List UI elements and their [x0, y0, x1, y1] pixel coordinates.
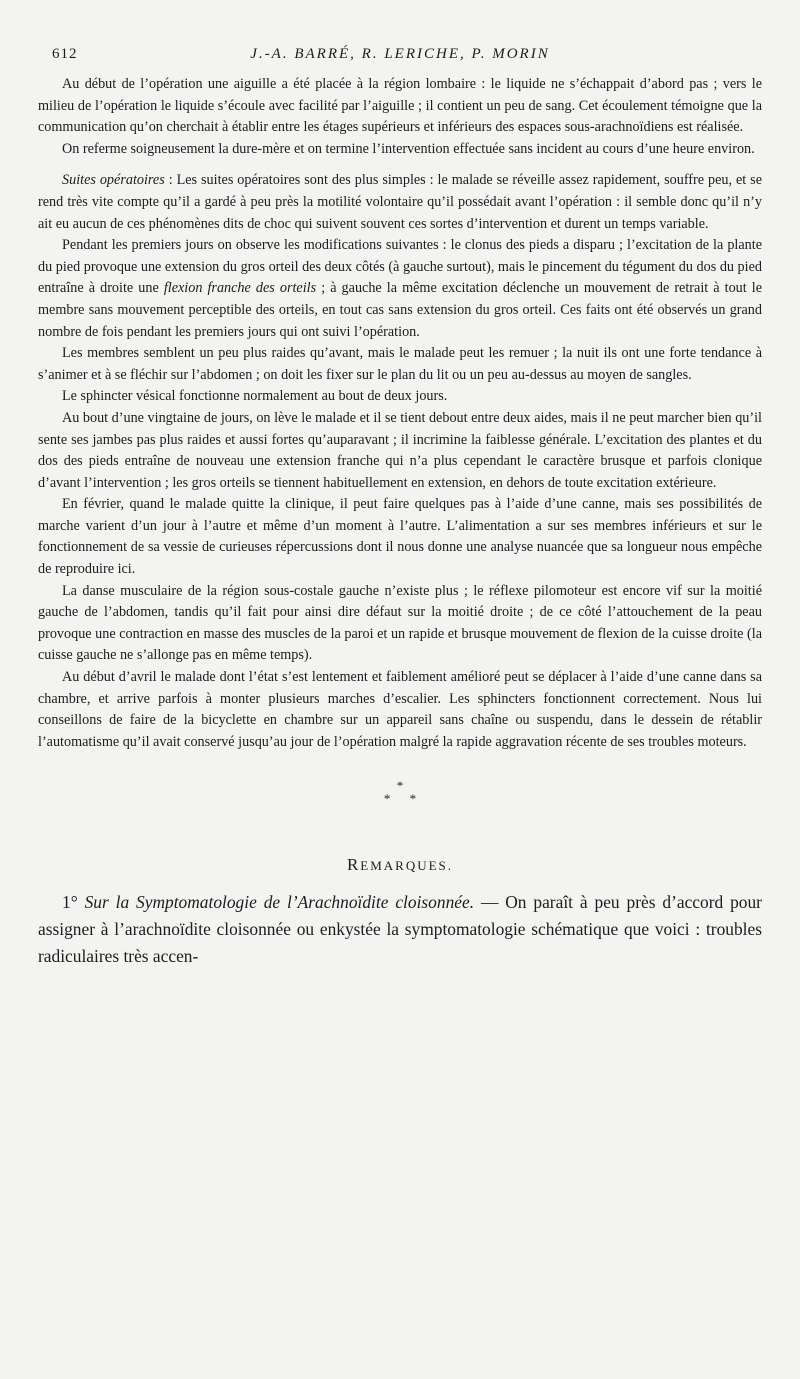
- paragraph: La danse musculaire de la région sous-costale gauche n’existe plus ; le réflexe pilomoteur est encore vif sur la moitié gauche de l’abdomen, tandis qu’il fait pour ainsi dire défaut sur la moitié droite ; de ce côté l’attouchement de la peau provoque une contraction en masse des muscles de la paroi et un rapide et brusque mouvement de flexion de la cuisse droite (la cuisse gauche ne s’allonge pas en même temps).: [38, 582, 762, 664]
- remark-heading: Sur la Symptomatologie de l’Arachnoïdite cloisonnée.: [84, 892, 475, 913]
- paragraph: Les membres semblent un peu plus raides qu’avant, mais le malade peut les remuer ; la nuit ils ont une forte tendance à s’animer et à se fléchir sur l’abdomen ; on doit les fixer sur le plan du lit ou un peu au-dessus au moyen de sangles.: [38, 345, 762, 383]
- paragraph: On referme soigneusement la dure-mère et on termine l’intervention effectuée sans incident au cours d’une heure environ.: [62, 140, 755, 157]
- paragraph: En février, quand le malade quitte la clinique, il peut faire quelques pas à l’aide d’une canne, mais ses possibilités de marche varient d’un jour à l’autre et même d’un moment à l’autre. L’alimentation a sur ses membres inférieurs et sur le fonctionnement de sa vessie de curieuses répercussions dont il nous donne une analyse nuancée que sa longueur nous empêche de reproduire ici.: [38, 496, 762, 578]
- paragraph: Au début d’avril le malade dont l’état s’est lentement et faiblement amélioré peut se déplacer à l’aide d’une canne dans sa chambre, et arrive parfois à monter plusieurs marches d’escalier. Les sphincters fonctionnent correctement. Nous lui conseillons de faire de la bicyclette en chambre sur un appareil sans chaîne ou suspendu, dans le dessein de rétablir l’automatisme qu’il avait conservé jusqu’au jour de l’opération malgré la rapide aggravation récente de ses troubles moteurs.: [38, 669, 762, 750]
- case-report-body: [38, 74, 762, 753]
- paragraph-lead: Suites opératoires: [62, 172, 165, 189]
- paragraph: Le sphincter vésical fonctionne normalement au bout de deux jours.: [62, 388, 448, 405]
- paragraph: Au début de l’opération une aiguille a été placée à la région lombaire : le liquide ne s’échappait d’abord pas ; vers le milieu de l’opération le liquide s’écoule avec facilité par l’aiguille ; il contient un peu de sang. Cet écoulement témoigne que la communication qu’on cherchait à établir entre les étages supérieurs et inférieurs des espaces sous-arachnoïdiens est réalisée.: [38, 76, 762, 136]
- italic-emphasis: flexion franche des orteils: [163, 280, 317, 297]
- section-title-remarques: REMARQUES.: [346, 855, 454, 875]
- asterism-separator: * * *: [383, 778, 425, 807]
- running-head-authors: J.-A. BARRÉ, R. LERICHE, P. MORIN: [250, 46, 550, 62]
- running-head: [38, 44, 762, 68]
- paragraph-suites-operatoires: Suites opératoires : Les suites opératoires sont des plus simples : le malade se réveille assez rapidement, souffre peu, et se rend très vite compte qu’il a gardé à peu près la motilité volontaire qu’il possédait avant l’opération : il semble donc qu’il n’y ait eu aucun de ces phénomènes dits de choc qui suivent souvent ces sortes d’intervention et durent un temps variable.: [38, 172, 762, 232]
- remark-number: 1°: [62, 892, 78, 913]
- remarks-body: [38, 889, 762, 970]
- paragraph: Au bout d’une vingtaine de jours, on lève le malade et il se tient debout entre deux aides, mais il ne peut marcher bien qu’il sente ses jambes pas plus raides et aussi fortes qu’auparavant ; il incrimine la faiblesse générale. L’excitation des plantes et du dos des pieds entraîne de nouveau une extension franche qui n’a plus cependant le caractère brusque et parfois clonique d’avant l’intervention ; les gros orteils se tiennent habituellement en extension, en dehors de toute excitation extérieure.: [38, 409, 762, 491]
- paragraph: Pendant les premiers jours on observe les modifications suivantes : le clonus des pieds a disparu ; l’excitation de la plante du pied provoque une extension du gros orteil des deux côtés (à gauche surtout), mais le pincement du tégument du dos du pied entraîne à droite une flexion franche des orteils ; à gauche la même excitation déclenche un mouvement de retrait à tout le membre sans mouvement perceptible des orteils, en tout cas sans extension du gros orteil. Ces faits ont été observés un grand nombre de fois pendant les premiers jours qui ont suivi l’opération.: [38, 237, 762, 340]
- page-number: 612: [52, 46, 78, 62]
- paragraph: 1° Sur la Symptomatologie de l’Arachnoïdite cloisonnée. — On paraît à peu près d’accord pour assigner à l’arachnoïdite cloisonnée ou enkystée la symptomatologie schématique que voici : troubles radiculaires très accen-: [38, 892, 762, 967]
